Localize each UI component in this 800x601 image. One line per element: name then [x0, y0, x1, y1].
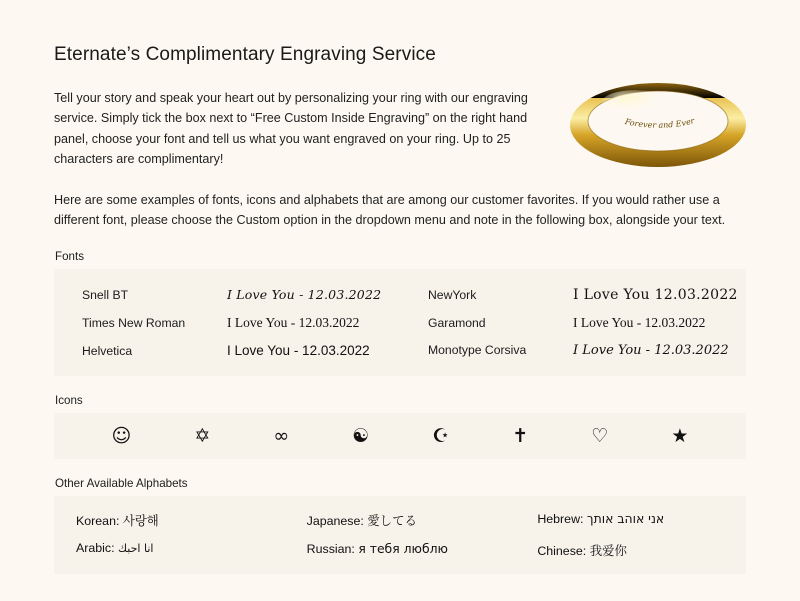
font-name: Garamond	[428, 316, 486, 331]
smiley-face-icon: ☺	[111, 424, 132, 447]
heart-outline-icon: ♡	[591, 424, 609, 447]
alphabets-panel	[54, 496, 746, 574]
alphabet-entry-korean	[54, 508, 285, 532]
star-of-david-icon: ✡	[194, 424, 211, 447]
icons-section-label: Icons	[55, 394, 83, 408]
fonts-grid	[54, 281, 746, 364]
fonts-panel	[54, 269, 746, 376]
alphabets-grid	[54, 508, 746, 562]
alphabet-entry-arabic	[54, 538, 285, 562]
star-and-crescent-icon: ☪	[432, 424, 450, 447]
alphabet-sample: 愛してる	[367, 513, 417, 529]
page-title: Eternate’s Complimentary Engraving Service	[54, 44, 436, 65]
alphabet-language: Hebrew:	[537, 512, 584, 527]
font-row	[54, 309, 400, 337]
yin-yang-icon: ☯	[352, 424, 370, 447]
alphabet-entry-chinese	[515, 538, 746, 562]
font-name: Monotype Corsiva	[428, 343, 527, 358]
font-name: Times New Roman	[82, 316, 186, 331]
font-name: Snell BT	[82, 288, 129, 303]
ring-illustration	[558, 68, 758, 178]
alphabet-sample: 我爱你	[589, 543, 627, 559]
alphabet-entry-hebrew	[515, 508, 746, 532]
font-sample: I Love You - 12.03.2022	[573, 315, 706, 331]
star-filled-icon: ★	[671, 424, 689, 447]
alphabet-language: Russian:	[306, 542, 355, 557]
alphabet-sample: я тебя люблю	[358, 541, 448, 557]
alphabet-language: Japanese:	[306, 514, 364, 529]
font-sample: I Love You - 12.03.2022	[227, 315, 360, 331]
font-row	[400, 309, 746, 337]
font-row	[400, 281, 746, 309]
alphabet-language: Arabic:	[76, 541, 115, 556]
icons-panel	[54, 413, 746, 459]
font-name: NewYork	[428, 288, 477, 303]
font-row	[400, 337, 746, 364]
infinity-icon: ∞	[273, 424, 290, 447]
intro-paragraph: Tell your story and speak your heart out by personalizing your ring with our engraving service. Simply tick the box next to “Free Custom Inside Engraving” on the right hand panel, choose your font and tell us what you want engraved on your ring. Up to 25 characters are complimentary!	[54, 91, 528, 167]
alphabet-sample: 사랑해	[122, 513, 159, 529]
gold-ring-image	[558, 68, 758, 178]
ring-engraving-text: Forever and Ever	[624, 116, 696, 130]
examples-paragraph: Here are some examples of fonts, icons and alphabets that are among our customer favorites. If you would rather use a different font, please choose the Custom option in the dropdown menu and note in the following box, alongside your text.	[54, 192, 726, 227]
fonts-section-label: Fonts	[55, 250, 84, 264]
alphabet-language: Chinese:	[537, 544, 587, 559]
font-sample: I Love You - 12.03.2022	[227, 287, 382, 303]
latin-cross-icon: ✝	[512, 424, 529, 447]
alphabet-language: Korean:	[76, 514, 120, 529]
font-name: Helvetica	[82, 344, 133, 359]
font-row	[54, 337, 400, 364]
alphabet-sample: אני אוהב אותך	[586, 511, 665, 527]
font-sample: I Love You 12.03.2022	[573, 287, 738, 304]
alphabet-entry-russian	[285, 538, 516, 562]
alphabet-entry-japanese	[285, 508, 516, 532]
font-sample: I Love You - 12.03.2022	[573, 343, 729, 359]
alphabets-section-label: Other Available Alphabets	[55, 477, 188, 491]
font-row	[54, 281, 400, 309]
font-sample: I Love You - 12.03.2022	[227, 343, 370, 359]
alphabet-sample: انا احبك	[118, 542, 154, 556]
